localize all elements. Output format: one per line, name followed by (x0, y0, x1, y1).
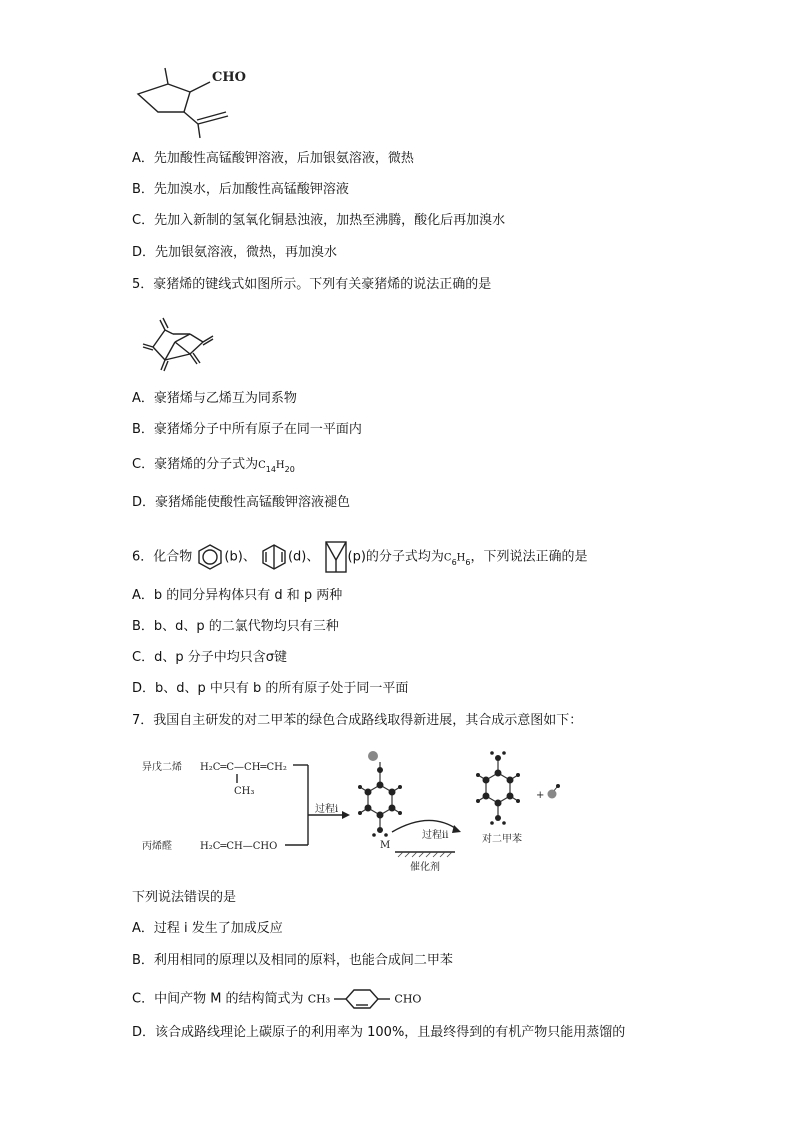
q6-option-a: A．b 的同分异构体只有 d 和 p 两种 (132, 588, 343, 603)
q5-option-c-prefix: C．豪猪烯的分子式为 (132, 457, 259, 472)
q7-option-c (132, 987, 421, 1011)
acrolein-formula: H₂C═CH—CHO (200, 841, 278, 852)
q5-option-c (132, 456, 295, 475)
plus-sign: + (536, 790, 545, 801)
process-i-label: 过程i (315, 804, 339, 815)
b-tag: (b)、 (224, 549, 256, 565)
q6-option-c: C．d、p 分子中均只含σ键 (132, 650, 287, 665)
formula-h: H (275, 460, 285, 471)
q4-structure (130, 60, 270, 140)
formula-h-count: 20 (284, 465, 295, 474)
product-label: 对二甲苯 (482, 834, 522, 845)
q6-stem-prefix: 6．化合物 (132, 549, 193, 565)
benzene-icon (196, 543, 224, 571)
formula-h-count: 6 (465, 557, 471, 567)
isoprene-ch3: CH₃ (234, 786, 255, 797)
ch3-label: CH₃ (307, 992, 331, 1006)
q5-option-a: A．豪猪烯与乙烯互为同系物 (132, 391, 297, 406)
q4-option-c: C．先加入新制的氢氧化铜悬浊液，加热至沸腾，酸化后再加溴水 (132, 213, 506, 228)
q7-question: 下列说法错误的是 (132, 890, 237, 905)
formula-c: C (258, 460, 266, 471)
cho-label: CHO (212, 70, 246, 85)
dewar-benzene-icon (260, 543, 288, 571)
catalyst-label: 催化剂 (410, 862, 440, 873)
process-ii-label: 过程ii (422, 830, 449, 841)
q7-option-c-prefix: C．中间产物 M 的结构简式为 (132, 991, 304, 1007)
q6-option-b: B．b、d、p 的二氯代物均只有三种 (132, 619, 339, 634)
q5-option-d: D．豪猪烯能使酸性高锰酸钾溶液褪色 (132, 495, 351, 510)
q4-option-b: B．先加溴水，后加酸性高锰酸钾溶液 (132, 182, 349, 197)
m-structure-icon (334, 987, 390, 1011)
p-tag: (p)的分子式均为 (347, 549, 444, 565)
porcupine-structure (135, 312, 225, 377)
q7-option-a: A．过程 i 发生了加成反应 (132, 921, 283, 936)
q4-option-d: D．先加银氨溶液，微热，再加溴水 (132, 245, 338, 260)
synthesis-scheme (130, 740, 560, 875)
q6-option-d: D．b、d、p 中只有 b 的所有原子处于同一平面 (132, 681, 409, 696)
q7-stem: 7．我国自主研发的对二甲苯的绿色合成路线取得新进展，其合成示意图如下： (132, 713, 583, 728)
isoprene-formula: H₂C═C—CH═CH₂ (200, 762, 287, 773)
q4-option-a: A．先加酸性高锰酸钾溶液，后加银氨溶液，微热 (132, 151, 414, 166)
cho-label: CHO (394, 992, 422, 1006)
q5-stem: 5．豪猪烯的键线式如图所示。下列有关豪猪烯的说法正确的是 (132, 277, 492, 292)
formula-h: H (456, 552, 466, 564)
q6-stem (132, 540, 588, 574)
d-tag: (d)、 (287, 549, 320, 565)
isoprene-label: 异戊二烯 (142, 762, 182, 773)
acrolein-label: 丙烯醛 (142, 841, 172, 852)
formula-c: C (443, 552, 452, 564)
formula-c-count: 14 (265, 465, 276, 474)
formula-c-count: 6 (451, 557, 457, 567)
m-label: M (380, 840, 391, 851)
q7-option-b: B．利用相同的原理以及相同的原料，也能合成间二甲苯 (132, 953, 453, 968)
q6-stem-suffix: ，下列说法正确的是 (470, 549, 588, 565)
q7-option-d: D．该合成路线理论上碳原子的利用率为 100%，且最终得到的有机产物只能用蒸馏的 (132, 1025, 626, 1040)
prismane-icon (324, 540, 348, 574)
q5-option-b: B．豪猪烯分子中所有原子在同一平面内 (132, 422, 362, 437)
